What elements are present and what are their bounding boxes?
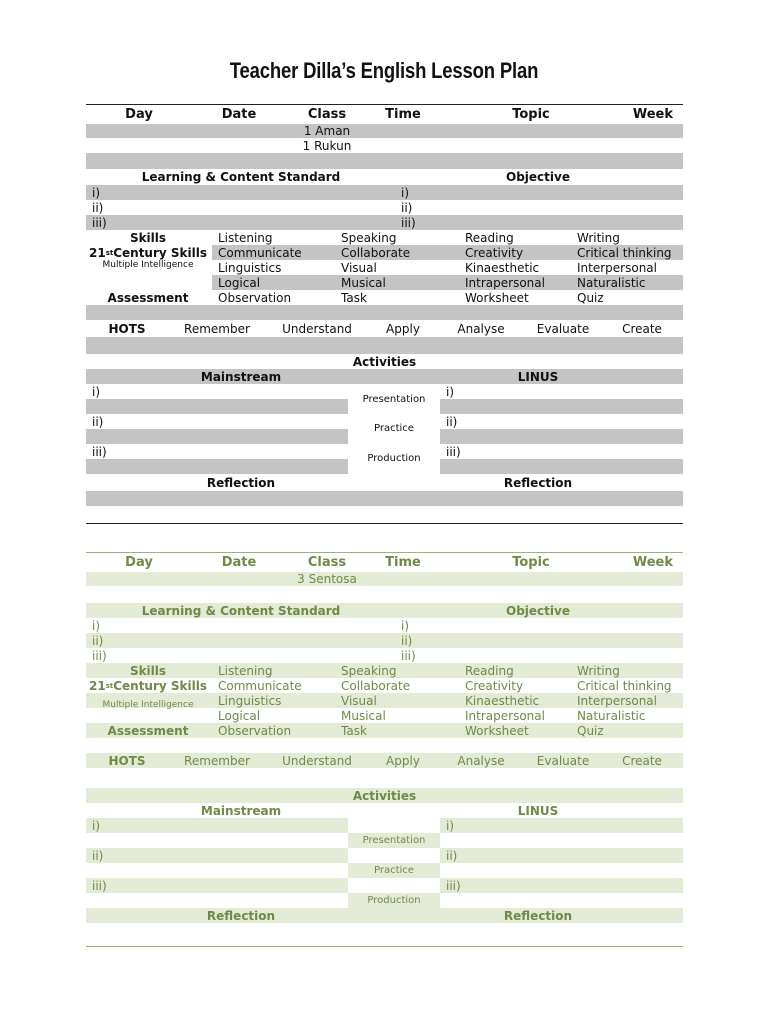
skill-item: Visual (341, 260, 377, 275)
hots-item: Apply (386, 753, 420, 768)
skill-item: Critical thinking (577, 245, 672, 260)
marker: iii) (92, 648, 107, 663)
skill-item: Musical (341, 708, 386, 723)
bottom-rule (86, 946, 683, 947)
activities-title-row (86, 788, 683, 803)
skill-item: Writing (577, 230, 620, 245)
skill-item: Interpersonal (577, 260, 657, 275)
skill-item: Communicate (218, 678, 302, 693)
century-skills-label: 21 st Century Skills (88, 678, 207, 693)
marker: i) (401, 618, 410, 633)
presentation-stage: Presentation (362, 394, 426, 405)
learning-standard-label: Learning & Content Standard (141, 603, 341, 618)
hots-item: Understand (282, 321, 352, 336)
bottom-rule (86, 523, 683, 524)
activities-header-row (86, 369, 683, 384)
skill-item: Speaking (341, 663, 397, 678)
class-value: 1 Rukun (302, 138, 352, 153)
hots-item: Analyse (457, 753, 505, 768)
blank-row (86, 153, 683, 169)
blank-row (86, 506, 683, 523)
skills-label: Skills (129, 663, 167, 678)
hots-item: Evaluate (536, 753, 590, 768)
skill-item: Naturalistic (577, 275, 646, 290)
hots-item: Create (622, 753, 662, 768)
skill-item: Linguistics (218, 260, 282, 275)
multiple-intelligence-label: Multiple Intelligence (102, 699, 194, 710)
page-title: Teacher Dilla’s English Lesson Plan (229, 58, 539, 83)
marker: ii) (92, 848, 104, 863)
skills-label: Skills (129, 230, 167, 245)
skill-item: Listening (218, 230, 273, 245)
marker: i) (92, 185, 101, 200)
skill-item: Logical (218, 708, 261, 723)
class-value: 1 Aman (303, 124, 351, 138)
time-header: Time (385, 107, 421, 122)
marker: ii) (401, 200, 413, 215)
reflection-label: Reflection (206, 908, 276, 923)
time-header: Time (385, 555, 421, 570)
assessment-row (86, 290, 683, 305)
skill-item: Communicate (218, 245, 302, 260)
skill-item: Listening (218, 663, 273, 678)
assessment-label: Assessment (107, 723, 189, 738)
hots-label: HOTS (108, 753, 146, 768)
marker: iii) (92, 444, 107, 459)
skill-item: Critical thinking (577, 678, 672, 693)
hots-item: Create (622, 321, 662, 336)
mi-row (86, 260, 683, 275)
blank-row (86, 491, 683, 506)
hots-item: Analyse (457, 321, 505, 336)
blank-row (86, 337, 683, 354)
class-header: Class (307, 555, 347, 570)
skill-item: Reading (465, 663, 514, 678)
marker: i) (92, 618, 101, 633)
lesson-plan-2 (86, 552, 683, 947)
class-row (86, 138, 683, 153)
header-row (86, 104, 683, 124)
skill-item: Kinaesthetic (465, 693, 540, 708)
marker: iii) (446, 878, 461, 893)
skill-item: Interpersonal (577, 693, 657, 708)
blank-row (86, 305, 683, 320)
standard-row (86, 618, 683, 633)
marker: ii) (92, 633, 104, 648)
skill-item: Quiz (577, 290, 604, 305)
hots-item: Evaluate (536, 321, 590, 336)
marker: ii) (446, 848, 458, 863)
mi-row (86, 708, 683, 723)
marker: i) (446, 384, 455, 399)
skill-item: Collaborate (341, 678, 411, 693)
standard-row (86, 215, 683, 230)
skill-item: Task (341, 723, 367, 738)
linus-label: LINUS (517, 803, 559, 818)
skill-item: Intrapersonal (465, 708, 545, 723)
activities-grid (86, 384, 683, 474)
skill-item: Task (341, 290, 367, 305)
class-row (86, 124, 683, 138)
skill-item: Worksheet (465, 290, 529, 305)
marker: ii) (92, 200, 104, 215)
production-stage: Production (367, 453, 421, 464)
blank-row (86, 586, 683, 603)
marker: i) (92, 818, 101, 833)
skill-item: Observation (218, 723, 292, 738)
standards-header-row (86, 169, 683, 185)
reflection-label: Reflection (503, 475, 573, 490)
blank-row (86, 923, 683, 946)
marker: ii) (401, 633, 413, 648)
linus-label: LINUS (517, 369, 559, 384)
skills-row (86, 230, 683, 245)
skill-item: Worksheet (465, 723, 529, 738)
week-header: Week (632, 107, 673, 122)
hots-item: Understand (282, 753, 352, 768)
skill-item: Logical (218, 275, 261, 290)
hots-item: Remember (184, 753, 250, 768)
skill-item: Writing (577, 663, 620, 678)
production-stage: Production (367, 895, 421, 906)
skill-item: Speaking (341, 230, 397, 245)
skill-item: Kinaesthetic (465, 260, 540, 275)
week-header: Week (632, 555, 673, 570)
activities-title: Activities (352, 354, 417, 369)
hots-label: HOTS (108, 321, 146, 336)
assessment-row (86, 723, 683, 738)
header-row (86, 552, 683, 572)
standards-header-row (86, 603, 683, 618)
blank-row (86, 738, 683, 753)
skill-item: Intrapersonal (465, 275, 545, 290)
marker: iii) (92, 215, 107, 230)
practice-stage: Practice (374, 423, 414, 434)
marker: i) (401, 185, 410, 200)
hots-item: Remember (184, 321, 250, 336)
class-row (86, 572, 683, 586)
hots-row (86, 320, 683, 337)
reflection-row (86, 908, 683, 923)
skill-item: Naturalistic (577, 708, 646, 723)
marker: iii) (446, 444, 461, 459)
reflection-label: Reflection (503, 908, 573, 923)
century-skills-label: 21 st Century Skills (88, 245, 207, 260)
skill-item: Collaborate (341, 245, 411, 260)
date-header: Date (221, 555, 257, 570)
skill-item: Musical (341, 275, 386, 290)
hots-item: Apply (386, 321, 420, 336)
multiple-intelligence-label: Multiple Intelligence (102, 259, 194, 270)
standard-row (86, 648, 683, 663)
mi-row (86, 275, 683, 290)
learning-standard-label: Learning & Content Standard (141, 170, 341, 184)
reflection-label: Reflection (206, 475, 276, 490)
day-header: Day (125, 555, 153, 570)
skill-item: Linguistics (218, 693, 282, 708)
date-header: Date (221, 107, 257, 122)
topic-header: Topic (512, 107, 550, 122)
standard-row (86, 200, 683, 215)
presentation-stage: Presentation (362, 835, 426, 846)
marker: iii) (401, 215, 416, 230)
activities-title-row (86, 354, 683, 369)
topic-header: Topic (512, 555, 550, 570)
standard-row (86, 185, 683, 200)
objective-label: Objective (506, 170, 570, 184)
marker: ii) (92, 414, 104, 429)
skills-row (86, 663, 683, 678)
mainstream-label: Mainstream (200, 803, 282, 818)
class-header: Class (307, 107, 347, 122)
hots-row (86, 753, 683, 768)
assessment-label: Assessment (107, 290, 189, 305)
marker: ii) (446, 414, 458, 429)
skill-item: Creativity (465, 678, 524, 693)
standard-row (86, 633, 683, 648)
skill-item: Creativity (465, 245, 524, 260)
blank-row (86, 768, 683, 788)
activities-grid (86, 818, 683, 908)
marker: iii) (92, 878, 107, 893)
marker: i) (92, 384, 101, 399)
marker: i) (446, 818, 455, 833)
reflection-row (86, 474, 683, 491)
objective-label: Objective (506, 603, 570, 618)
skill-item: Observation (218, 290, 292, 305)
activities-header-row (86, 803, 683, 818)
day-header: Day (125, 107, 153, 122)
skill-item: Visual (341, 693, 377, 708)
class-value: 3 Sentosa (297, 572, 357, 586)
lesson-plan-1 (86, 104, 683, 524)
practice-stage: Practice (374, 865, 414, 876)
skill-item: Quiz (577, 723, 604, 738)
marker: iii) (401, 648, 416, 663)
mainstream-label: Mainstream (200, 369, 282, 384)
mi-row (86, 693, 683, 708)
century-row (86, 678, 683, 693)
activities-title: Activities (352, 788, 417, 803)
skill-item: Reading (465, 230, 514, 245)
